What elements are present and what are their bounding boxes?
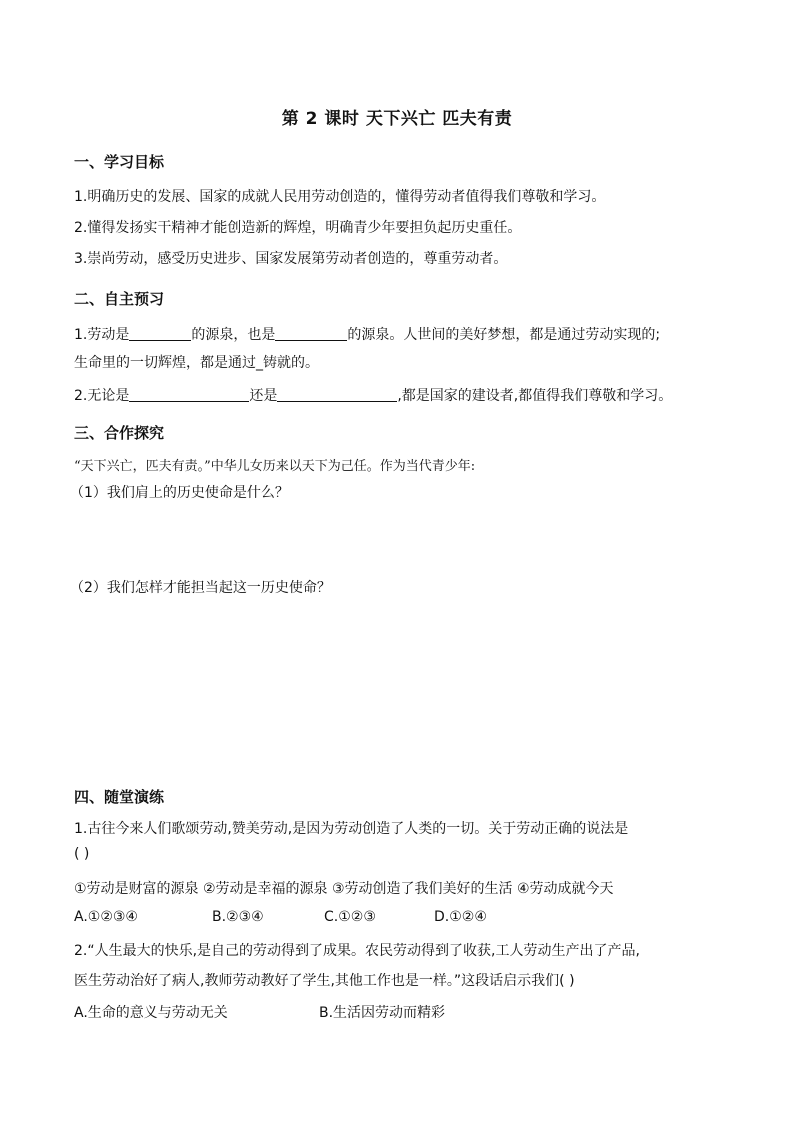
goal-item: 1.明确历史的发展、国家的成就人民用劳动创造的，懂得劳动者值得我们尊敬和学习。 — [74, 189, 606, 205]
question-text: 2.无论是 — [74, 388, 130, 404]
section-heading-preview: 二、自主预习 — [74, 290, 165, 308]
fill-blank[interactable] — [129, 325, 191, 341]
option-a[interactable]: A.生命的意义与劳动无关 — [74, 1005, 228, 1021]
preview-question-2 — [74, 385, 672, 405]
goal-item: 2.懂得发扬实干精神才能创造新的辉煌，明确青少年要担负起历史重任。 — [74, 220, 522, 236]
question-text: 的源泉。人世间的美好梦想，都是通过劳动实现的; — [347, 327, 661, 343]
question-text: ,都是国家的建设者,都值得我们尊敬和学习。 — [397, 388, 673, 404]
question-text: 还是 — [249, 388, 278, 404]
fill-blank[interactable] — [275, 325, 347, 341]
inquiry-question-1: （1）我们肩上的历史使命是什么？ — [70, 485, 289, 501]
option-b[interactable]: B.②③④ — [212, 909, 264, 925]
preview-question-1 — [74, 324, 660, 344]
inquiry-question-2: （2）我们怎样才能担当起这一历史使命？ — [70, 580, 331, 596]
goal-item: 3.崇尚劳动，感受历史进步、国家发展第劳动者创造的，尊重劳动者。 — [74, 251, 508, 267]
answer-parenthesis: ( ) — [74, 846, 90, 862]
option-b[interactable]: B.生活因劳动而精彩 — [319, 1005, 446, 1021]
section-heading-cooperative-inquiry: 三、合作探究 — [74, 424, 165, 442]
preview-question-1-line2: 生命里的一切辉煌，都是通过_铸就的。 — [74, 355, 319, 371]
section-heading-practice: 四、随堂演练 — [74, 788, 165, 806]
page-title: 第 2 课时 天下兴亡 匹夫有责 — [281, 109, 513, 129]
section-heading-learning-goals: 一、学习目标 — [74, 153, 165, 171]
practice-question-2-stem-line1: 2.“人生最大的快乐,是自己的劳动得到了成果。农民劳动得到了收获,工人劳动生产出了产品, — [74, 943, 640, 959]
fill-blank[interactable] — [129, 386, 249, 402]
practice-question-1-options — [74, 909, 487, 925]
option-d[interactable]: D.①②④ — [434, 909, 487, 925]
practice-question-2-options — [74, 1002, 445, 1022]
option-c[interactable]: C.①②③ — [324, 909, 376, 925]
question-text: 的源泉，也是 — [191, 327, 276, 343]
practice-question-1-stem: 1.古往今来人们歌颂劳动,赞美劳动,是因为劳动创造了人类的一切。关于劳动正确的说法是 — [74, 821, 629, 837]
option-a[interactable]: A.①②③④ — [74, 909, 138, 925]
practice-question-2-stem-line2: 医生劳动治好了病人,教师劳动教好了学生,其他工作也是一样。”这段话启示我们( ) — [74, 973, 575, 989]
fill-blank[interactable] — [277, 386, 397, 402]
question-text: 1.劳动是 — [74, 327, 130, 343]
practice-question-1-statements: ①劳动是财富的源泉 ②劳动是幸福的源泉 ③劳动创造了我们美好的生活 ④劳动成就今天 — [74, 881, 614, 897]
quote-text: “天下兴亡，匹夫有责。”中华儿女历来以天下为己任。作为当代青少年: — [74, 459, 476, 474]
